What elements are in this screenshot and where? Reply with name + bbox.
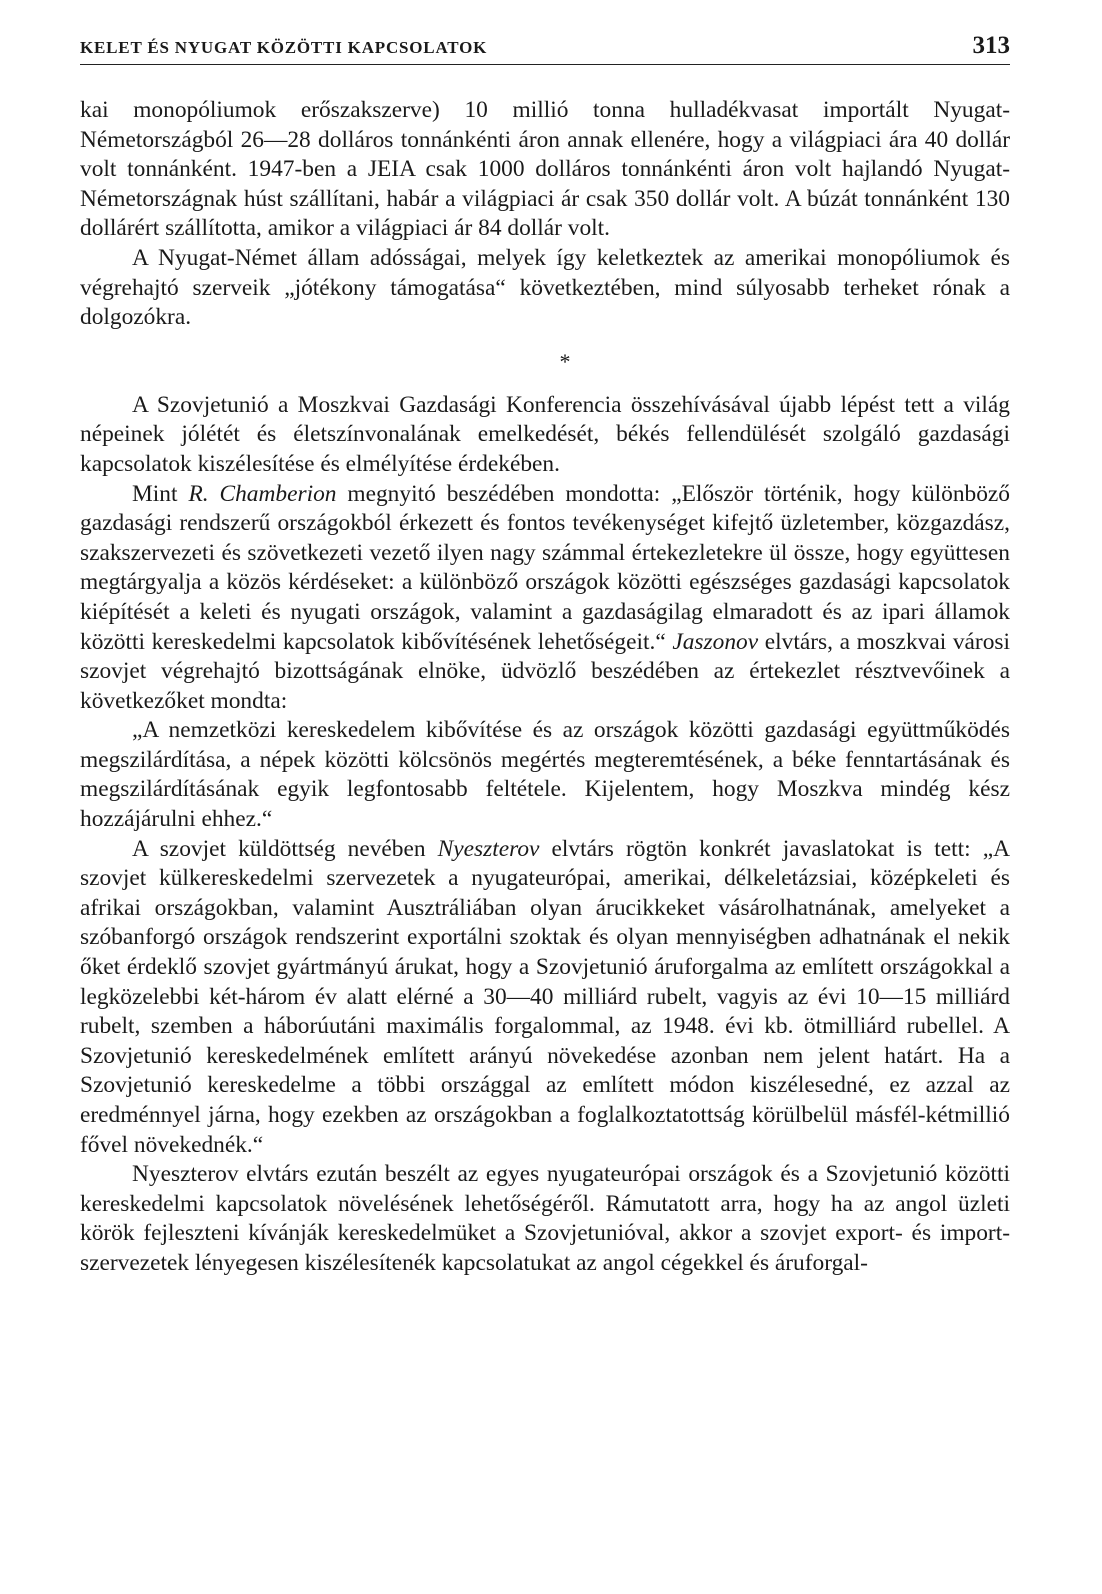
section-separator: *: [559, 348, 571, 374]
paragraph-4-text-c: elvtárs, a moszkvai városi szovjet végrehajtó bizottságának elnöke, üdvözlő beszédében az értekezlet résztvevőinek a következőket mondta:: [80, 628, 1010, 714]
paragraph-4-text-a: Mint: [132, 480, 189, 507]
paragraph-5-quote: „A nemzetközi kereskedelem kibővítése és az országok közötti gazdasági együttműködés megszilárdítása, a népek közötti kölcsönös megértés megteremtésének, a béke fenntartásának és megszilárdításának egyik legfontosabb feltétele. Kijelentem, hogy Moszkva mindég kész hozzájárulni ehhez.“: [80, 717, 1010, 833]
page-number: 313: [972, 32, 1010, 59]
paragraph-3: A Szovjetunió a Moszkvai Gazdasági Konferencia összehívásával újabb lépést tett a világ népeinek jólétét és életszínvonalának emelkedését, békés fellendülését szolgáló gazdasági kapcsolatok kiszélesítése és elmélyítése érdekében.: [80, 391, 1010, 477]
paragraph-6: [80, 835, 1010, 1161]
paragraph-6-text-a: A szovjet küldöttség nevében: [132, 835, 438, 862]
paragraph-4-text-b: megnyitó beszédében mondotta: „Először történik, hogy különböző gazdasági rendszerű országokból érkezett és fontos tevékenységet kifejtő üzletember, közgazdász, szakszervezeti és szövetkezeti vezető ilyen nagy számmal értekezletekre ül össze, hogy együttesen megtárgyalja a közös kérdéseket: a különböző országok közötti egészséges gazdasági kapcsolatok kiépítését a keleti és nyugati országok, valamint a gazdaságilag elmaradott és az ipari államok közötti kereskedelmi kapcsolatok kibővítésének lehetőségeit.“: [80, 480, 1010, 655]
speaker-name-nyeszterov: Nyeszterov: [437, 835, 540, 862]
body-text: [80, 96, 1010, 1279]
paragraph-7: Nyeszterov elvtárs ezután beszélt az egyes nyugateurópai országok és a Szovjetunió közötti kereskedelmi kapcsolatok növelésének lehetőségéről. Rámutatott arra, hogy ha az angol üzleti körök fejleszteni kívánják kereskedelmüket a Szovjetunióval, akkor a szovjet export- és import-szervezetek lényegesen kiszélesítenék kapcsolatukat az angol cégekkel és áruforgal-: [80, 1161, 1010, 1276]
running-title: KELET ÉS NYUGAT KÖZÖTTI KAPCSOLATOK: [80, 38, 488, 57]
page-header: [80, 32, 1010, 65]
paragraph-6-text-b: elvtárs rögtön konkrét javaslatokat is tett: „A szovjet külkereskedelmi szervezetek a nyugateurópai, amerikai, délkeletázsiai, középkeleti és afrikai országokban, valamint Ausztráliában olyan árucikkeket vásárolhatnának, amelyeket a szóbanforgó országok rendszerint exportálni szoktak és olyan mennyiségben adhatnának el nekik őket érdeklő szovjet gyártmányú árukat, hogy a Szovjetunió áruforgalma az említett országokkal a legközelebbi két-három év alatt elérné a 30—40 milliárd rubelt, vagyis az évi 10—15 milliárd rubelt, szemben a háborúutáni maximális forgalommal, az 1948. évi kb. ötmilliárd rubellel. A Szovjetunió kereskedelmének említett arányú növekedése azonban nem jelent határt. Ha a Szovjetunió kereskedelme a többi országgal az említett módon kiszélesedné, ez azzal az eredménnyel járna, hogy ezekben az országokban a foglalkoztatottság körülbelül másfél-kétmillió fővel növekednék.“: [80, 835, 1011, 1158]
speaker-name-chamberion: R. Chamberion: [188, 480, 337, 507]
paragraph-2: A Nyugat-Német állam adósságai, melyek így keletkeztek az amerikai monopóliumok és végrehajtó szerveik „jótékony támogatása“ következtében, mind súlyosabb terheket rónak a dolgozókra.: [80, 244, 1010, 331]
paragraph-4: [80, 480, 1010, 717]
paragraph-1: kai monopóliumok erőszakszerve) 10 millió tonna hulladékvasat importált Nyugat-Németországból 26—28 dolláros tonnánkénti áron annak ellenére, hogy a világpiaci ára 40 dollár volt tonnánként. 1947-ben a JEIA csak 1000 dolláros tonnánkénti áron volt hajlandó Nyugat-Németországnak húst szállítani, habár a világpiaci ár csak 350 dollár volt. A búzát tonnánként 130 dollárért szállította, amikor a világpiaci ár 84 dollár volt.: [80, 97, 1010, 242]
speaker-name-jaszonov: Jaszonov: [672, 628, 759, 655]
